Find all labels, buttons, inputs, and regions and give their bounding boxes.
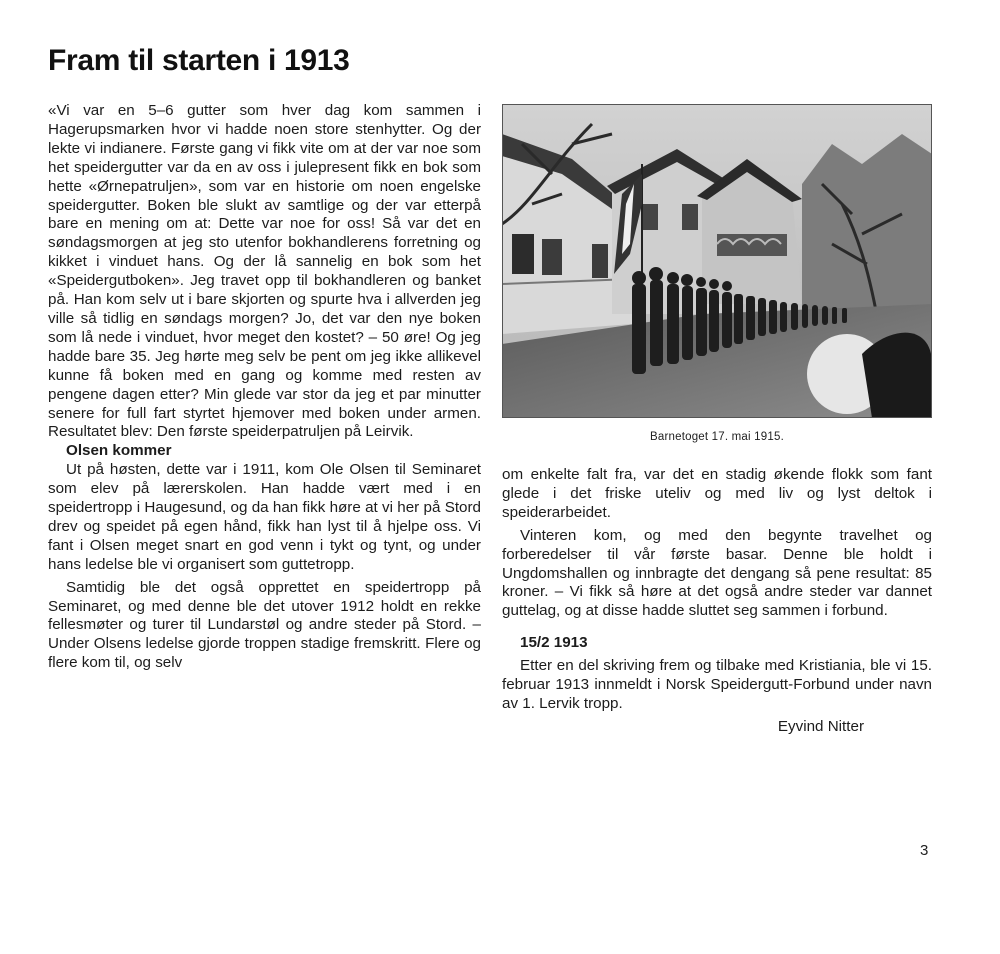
page-number: 3 xyxy=(920,842,929,859)
continuation-paragraph: om enkelte falt fra, var det en stadig økende flokk som fant glede i det friske uteliv og med liv og lyst deltok i speiderarbeidet. xyxy=(502,466,932,521)
left-column xyxy=(48,102,481,673)
parade-photo xyxy=(502,104,932,418)
forbund-paragraph: Etter en del skriving frem og tilbake med Kristiania, ble vi 15. februar 1913 innmeldt i Norsk Speidergutt-Forbund under navn av 1. Lervik tropp. xyxy=(502,657,932,712)
winter-paragraph: Vinteren kom, og med den begynte travelhet og forberedelser til vår første basar. Denne ble holdt i Ungdomshallen og innbragte det dengang så pene resultat: 85 kroner. – Vi fikk så høre at det også andre steder var dannet guttelag, og at disse hadde sluttet seg sammen i forbund. xyxy=(502,526,932,620)
page-title: Fram til starten i 1913 xyxy=(48,44,350,77)
olsen-paragraph-1: Ut på høsten, dette var i 1911, kom Ole Olsen til Seminaret som elev på lærerskolen. Han hadde vært med i en speidertropp i Haugesund, og da han fikk høre at vi her på Stord drev og speidet på egen hånd, fikk han lyst til å hjelpe oss. Vi fant i Olsen meget snart en god venn i tykt og tynt, og under hans ledelse ble vi organisert som guttetropp. xyxy=(48,461,481,573)
section-heading-olsen: Olsen kommer xyxy=(66,442,172,460)
right-column xyxy=(502,466,932,737)
photo-caption: Barnetoget 17. mai 1915. xyxy=(650,431,784,443)
intro-paragraph: «Vi var en 5–6 gutter som hver dag kom sammen i Hagerupsmarken hvor vi hadde noen store stenhytter. Og der lekte vi indianere. Første gang vi fikk vite om at der var noe som het speidergutter var da en av oss i julepresent fikk en bok som hette «Ørnepatruljen», som var en historie om noen engelske speidergutter. Boken ble slukt av samtlige og der var etterpå bare en mening om at: Dette var noe for oss! Så var det en søndagsmorgen at jeg sto utenfor bokhandlerens forretning og kikket i vinduet hans. Og der lå sannelig en bok som het «Speidergutboken». Jeg travet opp til bokhandleren og banket på. Han kom selv ut i bare skjorten og spurte hva i allverden jeg ville så tidlig en søndags morgen? Jo, det var den nye boken som lå nede i vinduet, hvor meget den kostet? – 50 øre! Og jeg hadde bare 35. Jeg hørte meg selv be pent om jeg ikke allikevel kunne få boken med en gang og komme med resten av pengene dagen etter? Min glede var stor da jeg et par minutter senere for full fart styrtet hjemover med boken under armen. Resultatet blev: Den første speiderpatruljen på Leirvik. xyxy=(48,102,481,441)
olsen-paragraph-2: Samtidig ble det også opprettet en speidertropp på Seminaret, og med denne ble det utover 1912 holdt en rekke fellesmøter og turer til Lundarstøl og andre steder på Stord. – Under Olsens ledelse gjorde troppen stadige fremskritt. Flere og flere kom til, og selv xyxy=(48,578,481,672)
author-signature: Eyvind Nitter xyxy=(777,717,864,735)
section-heading-1913: 15/2 1913 xyxy=(520,634,588,652)
